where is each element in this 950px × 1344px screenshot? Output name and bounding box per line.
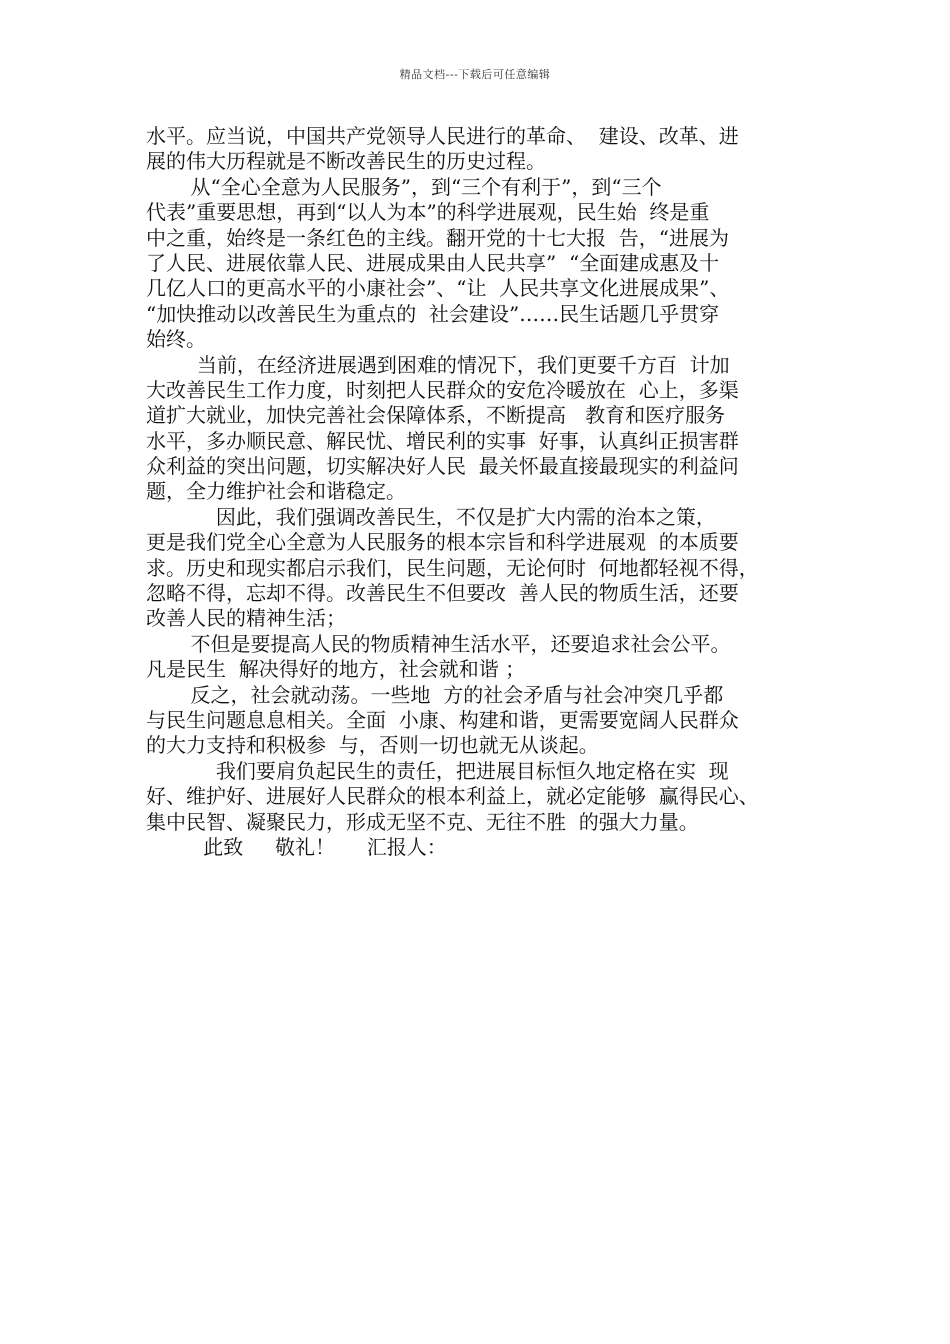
text-line: 与民生问题息息相关。全面 小康、构建和谐，更需要宽阔人民群众	[146, 707, 739, 732]
text-line: 了人民、进展依靠人民、进展成果由人民共享” “全面建成惠及十	[146, 250, 720, 275]
document-body	[146, 124, 826, 860]
text-line: 改善人民的精神生活；	[146, 606, 346, 631]
page-header: 精品文档---下载后可任意编辑	[399, 68, 551, 81]
closing-line: 此致 敬礼！ 汇报人：	[146, 834, 447, 859]
text-line: 不但是要提高人民的物质精神生活水平，还要追求社会公平。	[146, 631, 731, 656]
text-line: 题，全力维护社会和谐稳定。	[146, 479, 406, 504]
text-line: 更是我们党全心全意为人民服务的根本宗旨和科学进展观 的本质要	[146, 530, 739, 555]
text-line: “加快推动以改善民生为重点的 社会建设”……民生话题几乎贯穿	[146, 301, 720, 326]
text-line: 好、维护好、进展好人民群众的根本利益上，就必定能够 赢得民心、	[146, 784, 759, 809]
text-line: 展的伟大历程就是不断改善民生的历史过程。	[146, 149, 546, 174]
text-line: 忽略不得，忘却不得。改善民生不但要改 善人民的物质生活，还要	[146, 581, 739, 606]
text-line: 我们要肩负起民生的责任，把进展目标恒久地定格在实 现	[146, 758, 729, 783]
text-line: 道扩大就业，加快完善社会保障体系，不断提高 教育和医疗服务	[146, 403, 726, 428]
text-line: 凡是民生 解决得好的地方，社会就和谐 ；	[146, 657, 526, 682]
text-line: 当前，在经济进展遇到困难的情况下，我们更要千方百 计加	[146, 352, 730, 377]
text-line: 水平。应当说，中国共产党领导人民进行的革命、 建设、改革、进	[146, 124, 739, 148]
text-line: 从“全心全意为人民服务”，到“三个有利于”，到“三个	[146, 174, 662, 199]
text-line: 集中民智、凝聚民力，形成无坚不克、无往不胜 的强大力量。	[146, 809, 699, 834]
text-line: 求。历史和现实都启示我们，民生问题，无论何时 何地都轻视不得，	[146, 555, 759, 580]
text-line: 几亿人口的更高水平的小康社会”、“让 人民共享文化进展成果”、	[146, 276, 730, 301]
text-line: 的大力支持和积极参 与，否则一切也就无从谈起。	[146, 733, 599, 758]
text-line: 中之重，始终是一条红色的主线。翻开党的十七大报 告，“进展为	[146, 225, 729, 250]
text-line: 代表”重要思想，再到“以人为本”的科学进展观，民生始 终是重	[146, 200, 710, 225]
text-line: 反之，社会就动荡。一些地 方的社会矛盾与社会冲突几乎都	[146, 682, 724, 707]
text-line: 始终。	[146, 327, 206, 352]
text-line: 因此，我们强调改善民生，不仅是扩大内需的治本之策，	[146, 504, 716, 529]
text-line: 水平，多办顺民意、解民忧、增民利的实事 好事，认真纠正损害群	[146, 428, 739, 453]
text-line: 众利益的突出问题，切实解决好人民 最关怀最直接最现实的利益问	[146, 454, 739, 479]
text-line: 大改善民生工作力度，时刻把人民群众的安危冷暖放在 心上，多渠	[146, 377, 739, 402]
